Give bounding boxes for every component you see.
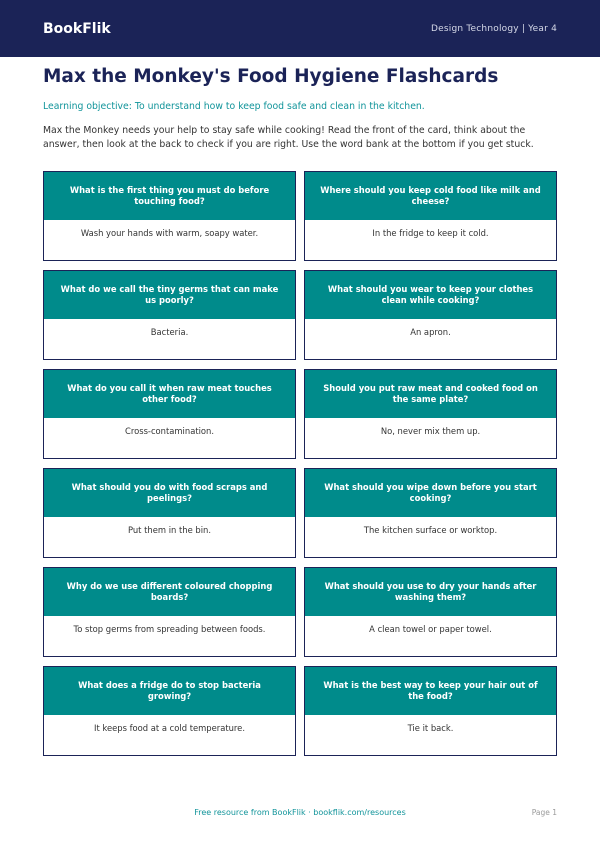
card-answer: Tie it back. (305, 715, 556, 755)
card-answer: In the fridge to keep it cold. (305, 220, 556, 260)
card-question: What do we call the tiny germs that can make us poorly? (44, 271, 295, 319)
card-answer: An apron. (305, 319, 556, 359)
card-question: What should you do with food scraps and peelings? (44, 469, 295, 517)
card-answer: Put them in the bin. (44, 517, 295, 557)
flashcard[interactable] (304, 666, 557, 756)
flashcard[interactable] (304, 468, 557, 558)
flashcard[interactable] (43, 171, 296, 261)
brand-logo[interactable]: BookFlik (43, 20, 111, 37)
card-question: Why do we use different coloured chopping boards? (44, 568, 295, 616)
learning-objective: Learning objective: To understand how to keep food safe and clean in the kitchen. (43, 101, 425, 112)
flashcard[interactable] (304, 369, 557, 459)
card-question: What should you wear to keep your clothes clean while cooking? (305, 271, 556, 319)
card-answer: Wash your hands with warm, soapy water. (44, 220, 295, 260)
card-question: What is the best way to keep your hair out of the food? (305, 667, 556, 715)
card-question: What should you wipe down before you start cooking? (305, 469, 556, 517)
card-answer: No, never mix them up. (305, 418, 556, 458)
page-title: Max the Monkey's Food Hygiene Flashcards (43, 66, 499, 87)
page-header (0, 0, 600, 57)
card-answer: To stop germs from spreading between foods. (44, 616, 295, 656)
card-answer: Bacteria. (44, 319, 295, 359)
intro-paragraph: Max the Monkey needs your help to stay safe while cooking! Read the front of the card, think about the answer, then look at the back to check if you are right. Use the word bank at the bottom if you get stuck. (43, 125, 534, 150)
flashcard[interactable] (43, 468, 296, 558)
card-answer: A clean towel or paper towel. (305, 616, 556, 656)
flashcard[interactable] (304, 567, 557, 657)
card-answer: It keeps food at a cold temperature. (44, 715, 295, 755)
card-question: What should you use to dry your hands after washing them? (305, 568, 556, 616)
card-question: What does a fridge do to stop bacteria growing? (44, 667, 295, 715)
flashcard[interactable] (43, 666, 296, 756)
card-question: What do you call it when raw meat touches other food? (44, 370, 295, 418)
flashcard-grid (43, 171, 557, 756)
subject-year-label: Design Technology | Year 4 (431, 23, 557, 34)
card-answer: The kitchen surface or worktop. (305, 517, 556, 557)
flashcard[interactable] (304, 171, 557, 261)
flashcard[interactable] (43, 369, 296, 459)
card-question: What is the first thing you must do before touching food? (44, 172, 295, 220)
card-question: Should you put raw meat and cooked food on the same plate? (305, 370, 556, 418)
page-number: Page 1 (531, 808, 557, 817)
footer-resource-link[interactable]: Free resource from BookFlik · bookflik.com/resources (194, 808, 406, 817)
card-answer: Cross-contamination. (44, 418, 295, 458)
card-question: Where should you keep cold food like milk and cheese? (305, 172, 556, 220)
flashcard[interactable] (43, 567, 296, 657)
flashcard[interactable] (304, 270, 557, 360)
flashcard[interactable] (43, 270, 296, 360)
